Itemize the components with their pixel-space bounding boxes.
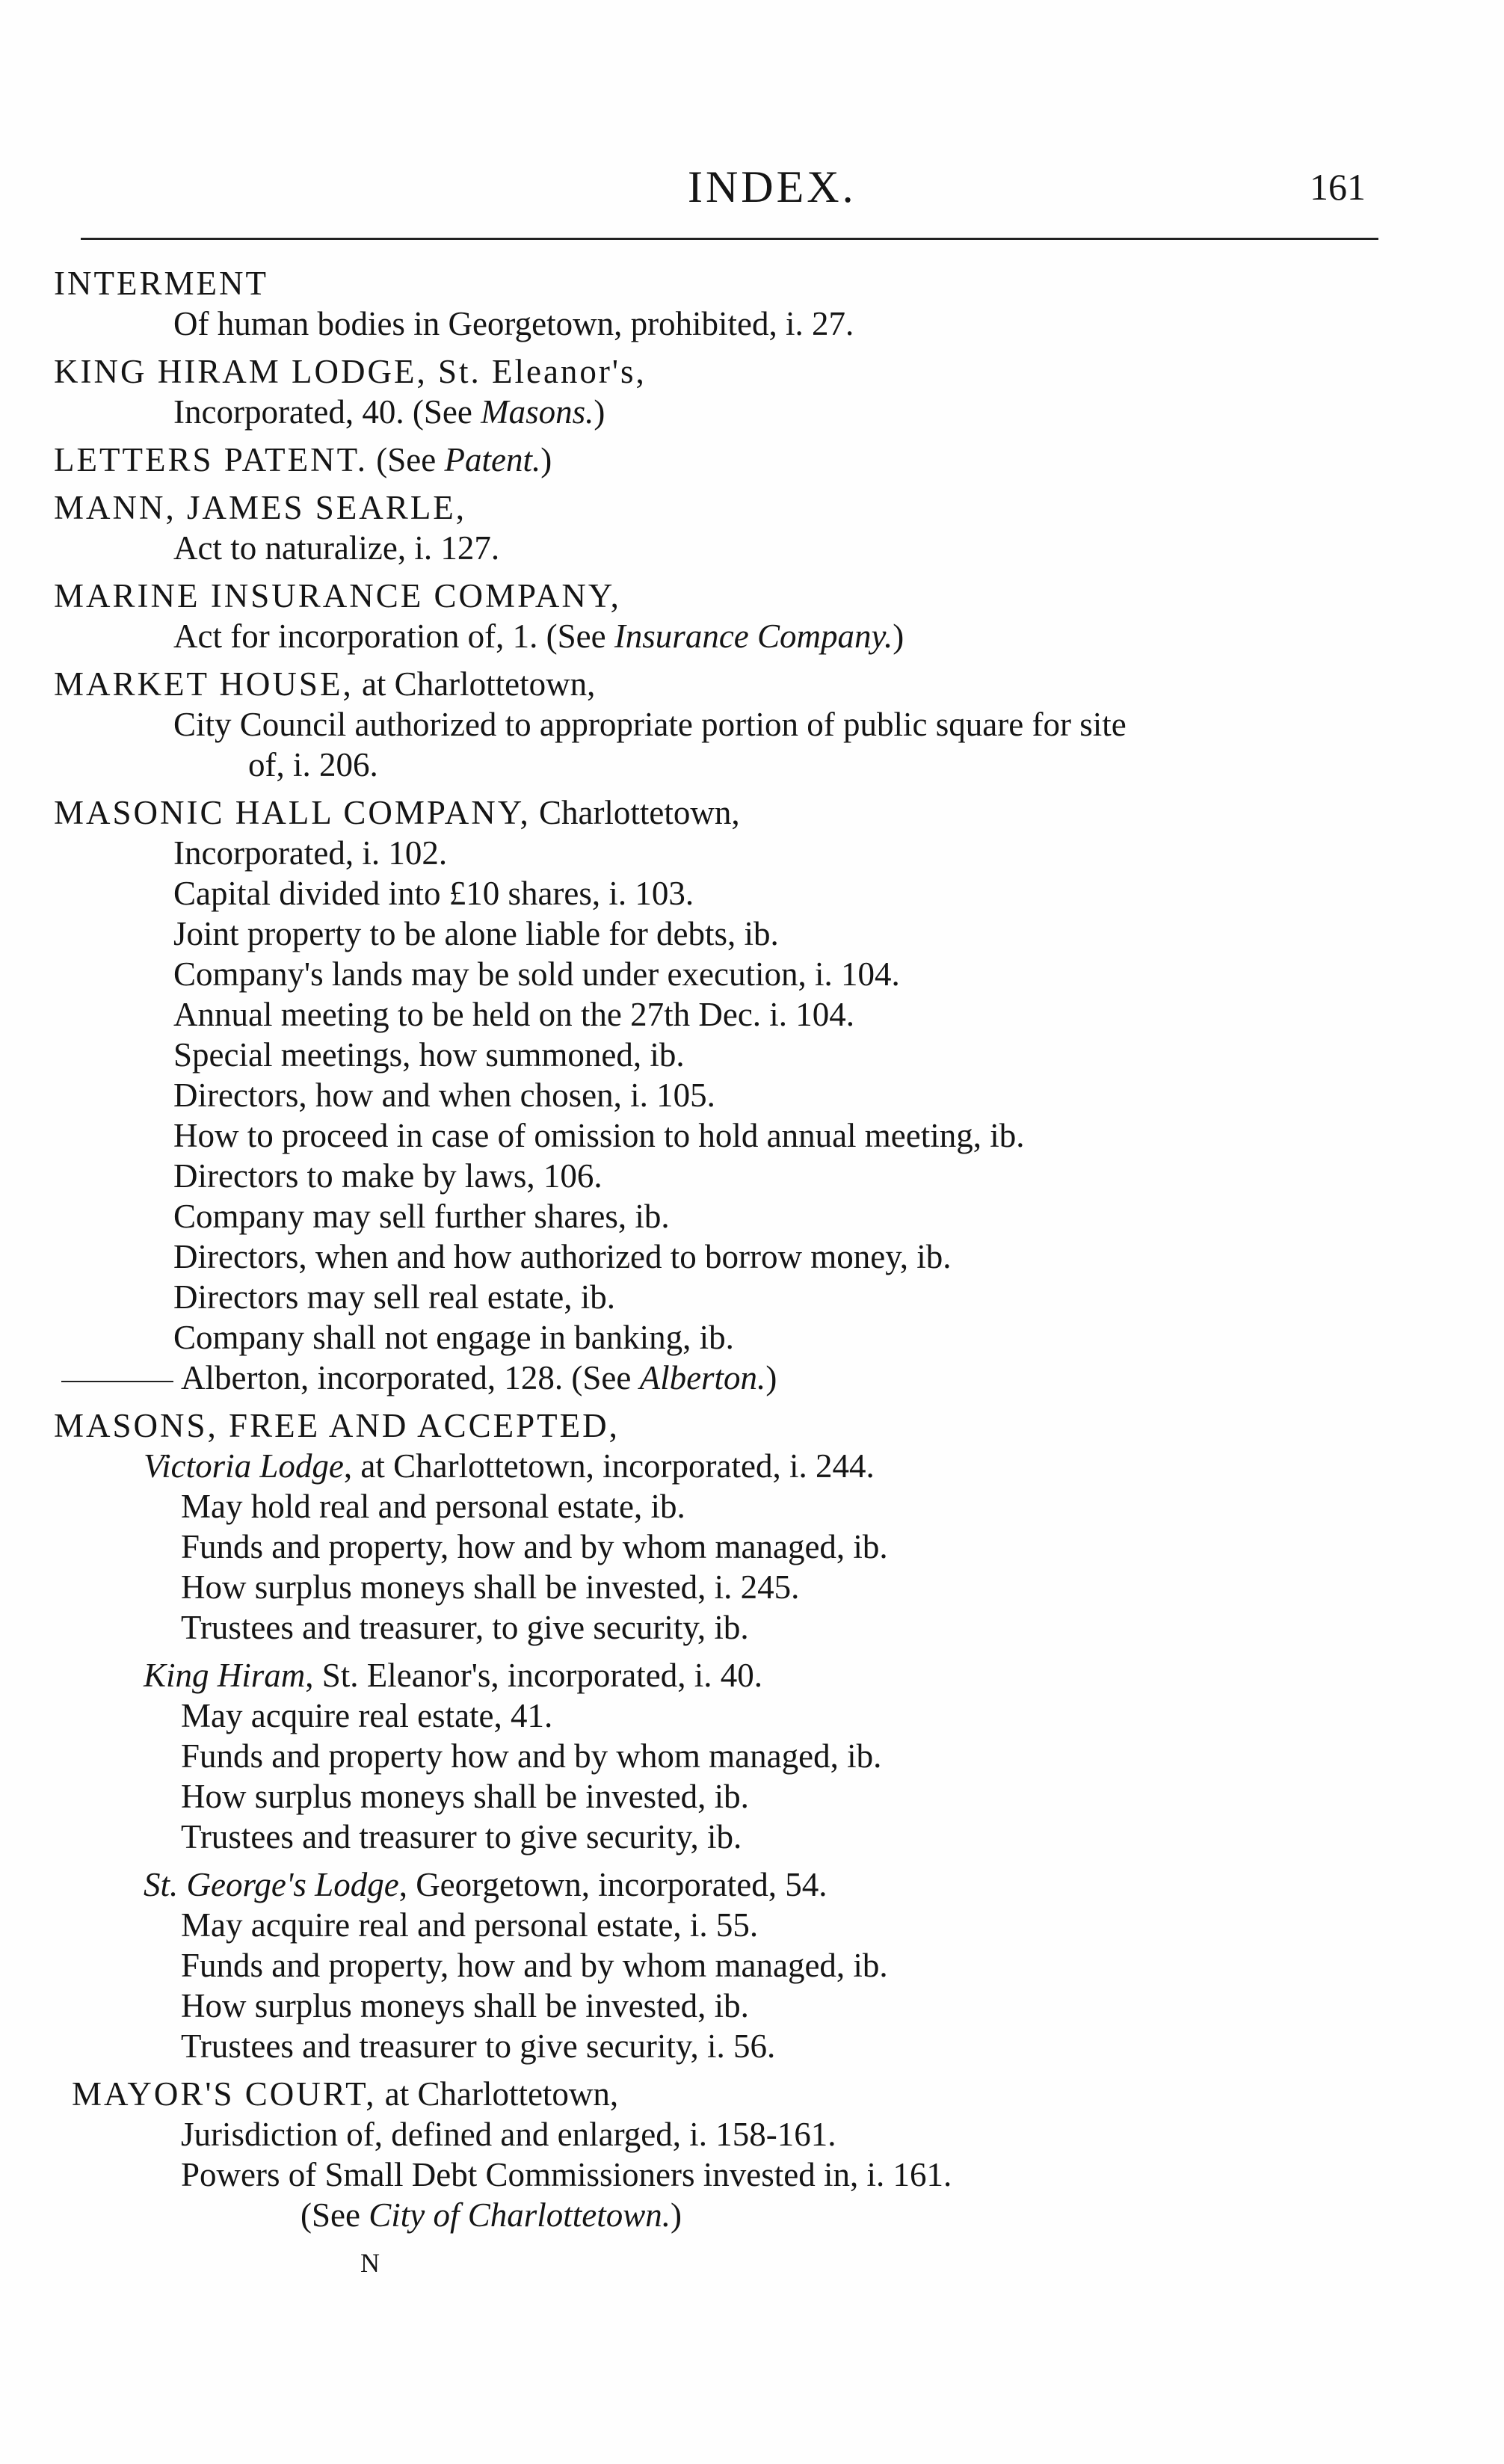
entry-line: May acquire real estate, 41. (181, 1697, 553, 1734)
entry-line: Trustees and treasurer to give security, ib. (181, 1818, 742, 1855)
lodge-king-hiram (54, 1655, 1399, 1857)
page-title: INDEX. (688, 162, 857, 212)
entry-line: May hold real and personal estate, ib. (181, 1488, 685, 1525)
lodge-heading: Victoria Lodge, at Charlottetown, incorporated, i. 244. (144, 1447, 875, 1485)
entry-heading: MANN, JAMES SEARLE, (54, 489, 467, 526)
entry-line: Capital divided into £10 shares, i. 103. (173, 875, 694, 912)
entry-line: of, i. 206. (248, 746, 378, 783)
entry-line: Company shall not engage in banking, ib. (173, 1319, 734, 1356)
entry-line: Powers of Small Debt Commissioners invested in, i. 161. (181, 2156, 952, 2193)
entry-line: Of human bodies in Georgetown, prohibited, i. 27. (173, 305, 854, 342)
entry-line: Trustees and treasurer, to give security, ib. (181, 1609, 749, 1646)
entry-line: May acquire real and personal estate, i. 55. (181, 1906, 759, 1944)
entry-masons-free-and-accepted (54, 1405, 1399, 2066)
entry-letters-patent (54, 440, 1399, 480)
entry-heading: MARKET HOUSE, at Charlottetown, (54, 665, 596, 703)
entry-market-house (54, 664, 1399, 785)
lodge-st-george (54, 1864, 1399, 2066)
entry-line: How surplus moneys shall be invested, ib. (181, 1778, 749, 1815)
entry-line: Directors, when and how authorized to borrow money, ib. (173, 1238, 952, 1275)
entry-line: Annual meeting to be held on the 27th Dec. i. 104. (173, 996, 855, 1033)
entry-heading: INTERMENT (54, 265, 268, 302)
entry-line: How surplus moneys shall be invested, i. 245. (181, 1568, 800, 1606)
page-number: 161 (1310, 166, 1366, 208)
entry-line: How surplus moneys shall be invested, ib. (181, 1987, 749, 2024)
entry-line: Incorporated, i. 102. (173, 834, 448, 872)
entry-line: Directors to make by laws, 106. (173, 1157, 602, 1195)
entry-line: Company may sell further shares, ib. (173, 1198, 670, 1235)
entry-marine-insurance (54, 576, 1399, 656)
entry-heading: MASONS, FREE AND ACCEPTED, (54, 1407, 620, 1444)
entry-masonic-hall-company (54, 792, 1399, 1398)
entry-line: City Council authorized to appropriate portion of public square for site (173, 706, 1127, 743)
entry-mann-james-searle (54, 487, 1399, 568)
entry-king-hiram-lodge (54, 351, 1399, 432)
entry-line: Directors, how and when chosen, i. 105. (173, 1077, 715, 1114)
see-also-line: (See City of Charlottetown.) (301, 2196, 682, 2234)
entry-line: Joint property to be alone liable for debts, ib. (173, 915, 779, 952)
entry-heading: LETTERS PATENT. (See Patent.) (54, 441, 552, 478)
entry-line: How to proceed in case of omission to hold annual meeting, ib. (173, 1117, 1025, 1154)
entry-line: Funds and property, how and by whom managed, ib. (181, 1528, 888, 1565)
entry-line: Funds and property how and by whom managed, ib. (181, 1737, 882, 1775)
entry-line: Act for incorporation of, 1. (See Insurance Company.) (173, 617, 904, 655)
alberton-line: Alberton, incorporated, 128. (See Alberton.) (54, 1358, 1399, 1398)
header-rule (81, 238, 1378, 240)
lodge-victoria (54, 1446, 1399, 1648)
lodge-heading: King Hiram, St. Eleanor's, incorporated, i. 40. (144, 1657, 762, 1694)
signature-mark: N (360, 2248, 380, 2278)
entry-line: Trustees and treasurer to give security, i. 56. (181, 2027, 776, 2065)
lodge-heading: St. George's Lodge, Georgetown, incorporated, 54. (144, 1866, 827, 1903)
entry-mayors-court (54, 2074, 1399, 2235)
entry-heading: MASONIC HALL COMPANY, Charlottetown, (54, 794, 740, 831)
entry-line: Directors may sell real estate, ib. (173, 1278, 616, 1316)
index-body (54, 263, 1399, 2283)
entry-heading: KING HIRAM LODGE, St. Eleanor's, (54, 353, 647, 390)
entry-line: Act to naturalize, i. 127. (173, 529, 500, 567)
entry-line: Company's lands may be sold under execution, i. 104. (173, 955, 900, 993)
entry-heading: MARINE INSURANCE COMPANY, (54, 577, 621, 615)
entry-heading: MAYOR'S COURT, at Charlottetown, (72, 2075, 619, 2113)
running-head (0, 157, 1504, 217)
entry-line: Funds and property, how and by whom managed, ib. (181, 1947, 888, 1984)
em-dash-rule (61, 1381, 173, 1382)
entry-interment (54, 263, 1399, 344)
entry-line: Incorporated, 40. (See Masons.) (173, 393, 605, 431)
entry-line: Special meetings, how summoned, ib. (173, 1036, 685, 1074)
entry-line: Jurisdiction of, defined and enlarged, i. 158-161. (181, 2116, 836, 2153)
